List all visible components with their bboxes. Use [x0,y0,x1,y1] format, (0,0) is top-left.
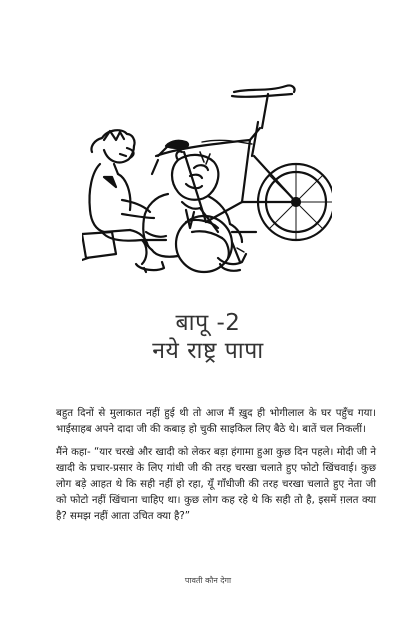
paragraph: बहुत दिनों से मुलाकात नहीं हुई थी तो आज मैं ख़ुद ही भोगीलाल के घर पहुँच गया। भाईसाहब अपने दादा जी की कबाड़ हो चुकी साइकिल लिए बैठे थे। बातें चल निकलीं। [56,408,376,435]
paragraph: मैंने कहा- “यार चरखे और खादी को लेकर बड़ा हंगामा हुआ कुछ दिन पहले। मोदी जी ने खादी के प्रचार-प्रसार के लिए गांधी जी की तरह चरखा चलाते हुए फोटो खिंचवाई। कुछ लोग बड़े आहत थे कि सही नहीं हो रहा, यूँ गाँधीजी की तरह चरखा चलाते हुए नेता जी को फोटो नहीं खिंचाना चाहिए था। कुछ लोग कह रहे थे कि सही तो है, इसमें ग़लत क्या है? समझ नहीं आता उचित क्या है?” [56,447,376,522]
body-text [56,406,376,532]
cartoon-illustration [82,82,332,274]
chapter-heading [0,310,416,366]
chapter-title: बापू -2 [175,310,241,336]
page-footer: पावती कौन देगा [184,576,232,585]
cartoon-ink [82,85,332,272]
chapter-subtitle: नये राष्ट्र पापा [152,338,264,364]
